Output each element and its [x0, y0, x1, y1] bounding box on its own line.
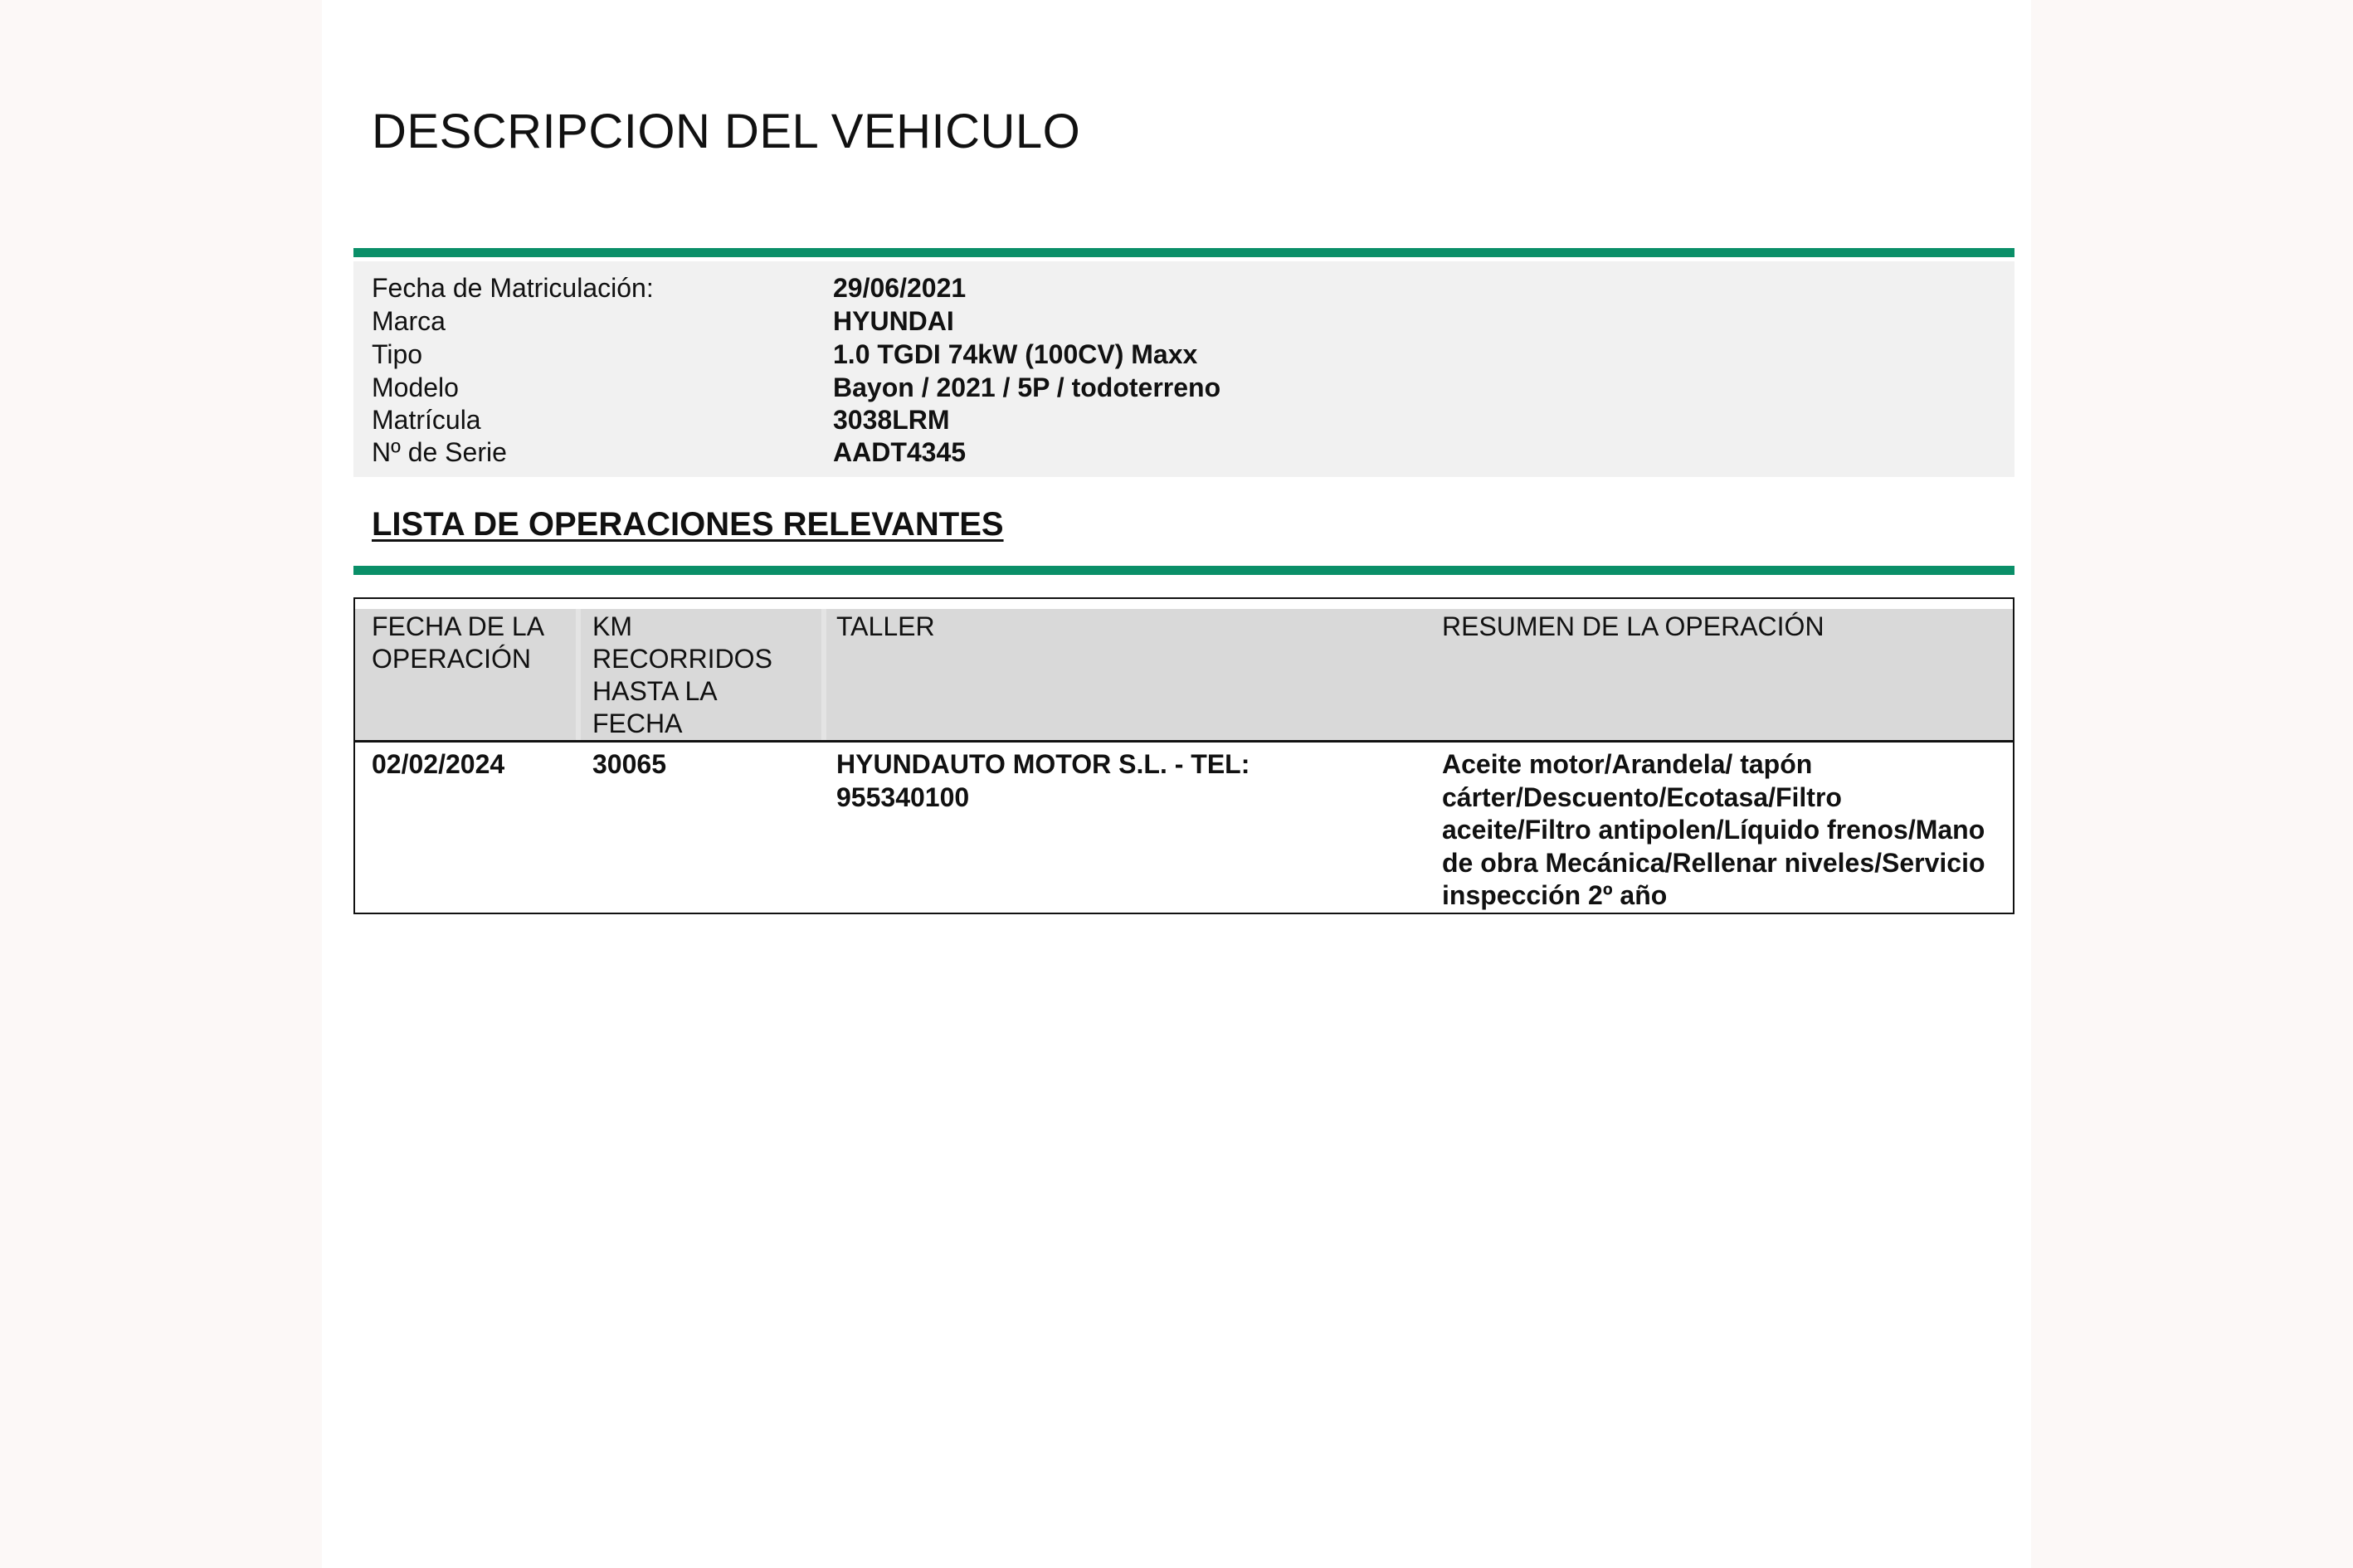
cell-km: 30065 [592, 749, 666, 779]
field-value: 1.0 TGDI 74kW (100CV) Maxx [833, 339, 1198, 369]
table-header [355, 609, 2013, 743]
table-row [355, 747, 2013, 913]
header-workshop: TALLER [836, 611, 935, 641]
field-value: Bayon / 2021 / 5P / todoterreno [833, 373, 1221, 402]
field-value: 29/06/2021 [833, 273, 967, 303]
header-km: KM RECORRIDOS HASTA LA FECHA [592, 611, 772, 738]
field-label: Fecha de Matriculación: [372, 273, 654, 303]
header-summary: RESUMEN DE LA OPERACIÓN [1442, 611, 1824, 641]
field-label: Marca [372, 306, 446, 336]
accent-divider [353, 566, 2014, 575]
field-value: HYUNDAI [833, 306, 954, 336]
field-label: Modelo [372, 373, 459, 402]
page-title: DESCRIPCION DEL VEHICULO [372, 105, 1081, 158]
cell-workshop: HYUNDAUTO MOTOR S.L. - TEL: 955340100 [836, 749, 1250, 812]
field-label: Tipo [372, 339, 423, 369]
header-date: FECHA DE LA OPERACIÓN [372, 611, 545, 674]
section-title: LISTA DE OPERACIONES RELEVANTES [372, 506, 1004, 543]
field-label: Nº de Serie [372, 437, 507, 467]
cell-summary: Aceite motor/Arandela/ tapón cárter/Descuento/Ecotasa/Filtro aceite/Filtro antipolen/Líquido frenos/Mano de obra Mecánica/Rellenar niveles/Servicio inspección 2º año [1442, 749, 1985, 910]
vehicle-details-panel [353, 261, 2014, 477]
field-value: AADT4345 [833, 437, 967, 467]
operations-table [353, 597, 2014, 914]
accent-divider [353, 248, 2014, 257]
document-page [322, 0, 2031, 1568]
cell-date: 02/02/2024 [372, 749, 505, 779]
field-value: 3038LRM [833, 405, 950, 435]
field-label: Matrícula [372, 405, 481, 435]
